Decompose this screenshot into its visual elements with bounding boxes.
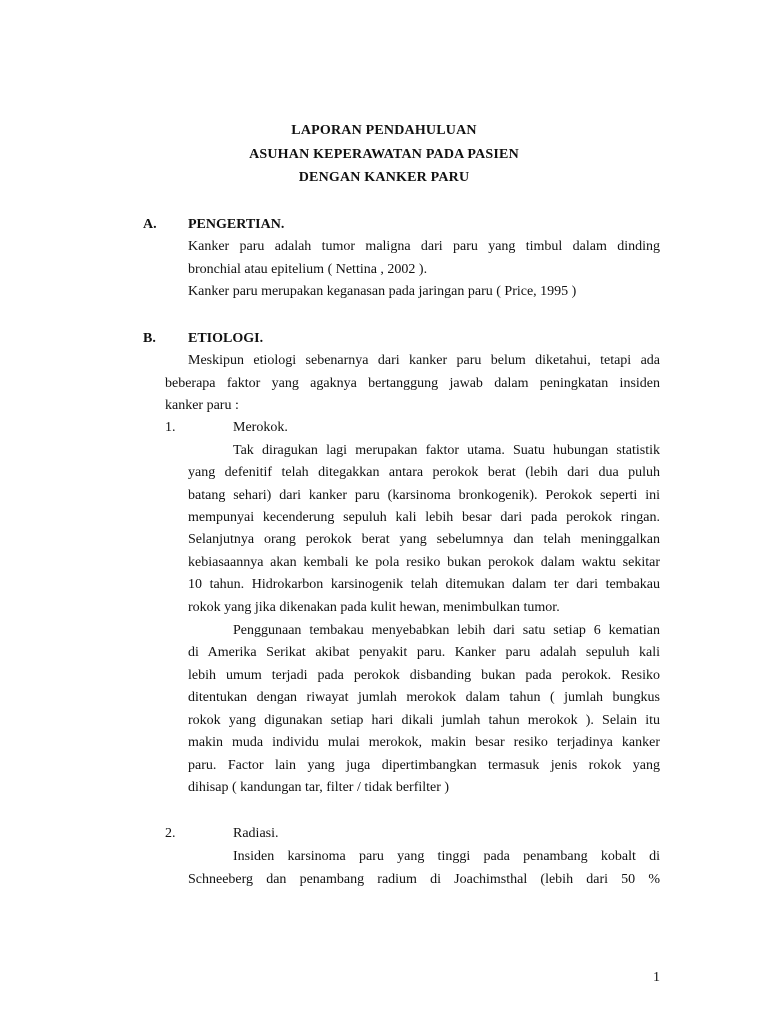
item-1-paragraph-line: 10 tahun. Hidrokarbon karsinogenik telah ditemukan dalam ter dari tembakau	[188, 577, 660, 592]
intro-line: Meskipun etiologi sebenarnya dari kanker paru belum diketahui, tetapi ada	[188, 353, 660, 368]
item-1-paragraph-line: ditentukan dengan riwayat jumlah merokok dalam tahun ( jumlah bungkus	[188, 690, 660, 705]
item-2-number: 2.	[165, 826, 176, 841]
section-b-heading: ETIOLOGI.	[188, 331, 264, 346]
item-1-paragraph-line: rokok yang digunakan setiap hari dikali jumlah tahun merokok ). Selain itu	[188, 713, 660, 728]
title-line-2: ASUHAN KEPERAWATAN PADA PASIEN	[249, 147, 519, 162]
item-1-paragraph-line: batang sehari) dari kanker paru (karsinoma bronkogenik). Perokok seperti ini	[188, 488, 660, 503]
section-a-marker: A.	[143, 217, 157, 232]
item-2-paragraph-line: Schneeberg dan penambang radium di Joachimsthal (lebih dari 50 %	[188, 872, 660, 887]
item-1-paragraph-line: makin muda individu mulai merokok, makin besar resiko terjadinya kanker	[188, 735, 660, 750]
item-2-paragraph-line: Insiden karsinoma paru yang tinggi pada penambang kobalt di	[233, 849, 660, 864]
intro-line: beberapa faktor yang agaknya bertanggung jawab dalam peningkatan insiden	[165, 376, 660, 391]
item-1-paragraph-line: lebih umum terjadi pada perokok disbanding bukan pada perokok. Resiko	[188, 668, 660, 683]
section-a-heading: PENGERTIAN.	[188, 217, 285, 232]
item-1-paragraph-line: yang defenitif telah ditegakkan antara perokok berat (lebih dari dua puluh	[188, 465, 660, 480]
item-2-label: Radiasi.	[233, 826, 279, 841]
intro-line: kanker paru :	[165, 398, 239, 413]
item-1-paragraph-line: Tak diragukan lagi merupakan faktor utama. Suatu hubungan statistik	[233, 443, 660, 458]
item-1-paragraph-line: Selanjutnya orang perokok berat yang sebelumnya dan telah meninggalkan	[188, 532, 660, 547]
item-1-paragraph-line: di Amerika Serikat akibat penyakit paru. Kanker paru adalah sepuluh kali	[188, 645, 660, 660]
item-1-paragraph-line: mempunyai kecenderung sepuluh kali lebih besar dari pada perokok ringan.	[188, 510, 660, 525]
item-1-paragraph-line: rokok yang jika dikenakan pada kulit hewan, menimbulkan tumor.	[188, 600, 560, 615]
section-a-line: Kanker paru merupakan keganasan pada jaringan paru ( Price, 1995 )	[188, 284, 577, 299]
item-1-paragraph-line: Penggunaan tembakau menyebabkan lebih dari satu setiap 6 kematian	[233, 623, 660, 638]
page-number: 1	[653, 970, 660, 985]
item-1-paragraph-line: kebiasaannya akan kembali ke pola resiko bukan perokok dalam waktu sekitar	[188, 555, 660, 570]
item-1-paragraph-line: paru. Factor lain yang juga dipertimbangkan termasuk jenis rokok yang	[188, 758, 660, 773]
section-b-marker: B.	[143, 331, 156, 346]
title-line-1: LAPORAN PENDAHULUAN	[291, 123, 477, 138]
item-1-paragraph-line: dihisap ( kandungan tar, filter / tidak berfilter )	[188, 780, 450, 795]
section-a-line: bronchial atau epitelium ( Nettina , 2002 ).	[188, 262, 428, 277]
section-a-line: Kanker paru adalah tumor maligna dari paru yang timbul dalam dinding	[188, 239, 660, 254]
title-line-3: DENGAN KANKER PARU	[298, 170, 470, 185]
item-1-label: Merokok.	[233, 420, 288, 435]
item-1-number: 1.	[165, 420, 176, 435]
